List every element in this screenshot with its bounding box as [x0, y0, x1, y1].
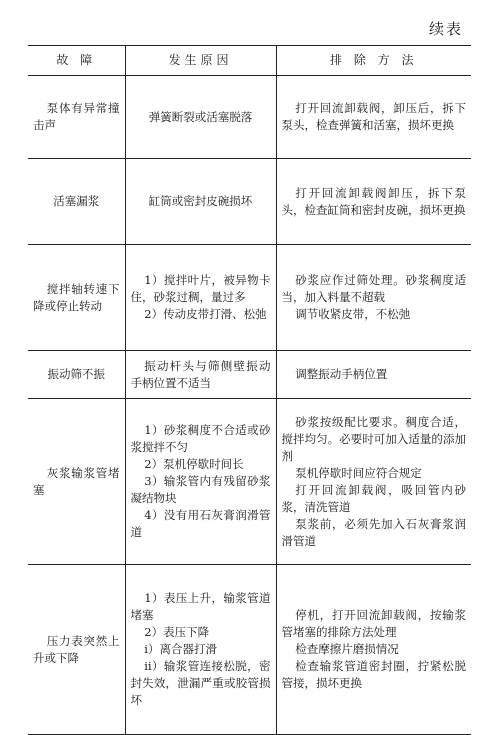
remedy-line: 检查输浆管道密封圈，拧紧松脱管接，损坏更换	[281, 659, 466, 690]
remedy-line: 停机，打开回流卸载阀，按输浆管堵塞的排除方法处理	[281, 608, 466, 639]
table-row	[28, 159, 471, 245]
remedy-line: 打开回流卸载阀，卸压后，拆下泵头，检查弹簧和活塞，损坏更换	[281, 101, 466, 132]
cause-line: 缸筒或密封皮碗损坏	[148, 194, 253, 208]
cause-line: 4）没有用石灰膏润滑管道	[130, 508, 271, 539]
cause-line: 弹簧断裂或活塞脱落	[148, 109, 253, 124]
fault-cell: 振动筛不振	[28, 351, 125, 399]
cause-line: 1）砂浆稠度不合适或砂浆搅拌不匀	[130, 423, 271, 454]
fault-cell: 搅拌轴转速下降或停止转动	[28, 245, 125, 351]
cause-line: 3）输浆管内有残留砂浆凝结物块	[130, 474, 271, 505]
cause-line: 2）传动皮带打滑、松弛	[144, 307, 267, 321]
cause-cell	[125, 399, 276, 565]
remedy-cell	[276, 159, 471, 245]
cause-line: ⅱ）输浆管连接松脱，密封失效，泄漏严重或胶管损坏	[130, 659, 271, 707]
header-remedy: 排 除 方 法	[276, 46, 471, 76]
remedy-cell	[276, 351, 471, 399]
cause-line: 2）表压下降	[144, 625, 210, 639]
fault-cell: 活塞漏浆	[28, 159, 125, 245]
remedy-cell	[276, 76, 471, 159]
header-fault: 故 障	[28, 46, 125, 76]
remedy-line: 泵机停歇时间应符合规定	[295, 465, 422, 480]
remedy-line: 打开回流卸载阀，吸回管内砂浆，清洗管道	[281, 482, 466, 514]
remedy-line: 砂浆按级配比要求。稠度合适，搅拌均匀。必要时可加入适量的添加剂	[281, 414, 466, 463]
remedy-cell	[276, 399, 471, 565]
remedy-cell	[276, 565, 471, 735]
fault-cell: 泵体有异常撞击声	[28, 76, 125, 159]
remedy-cell	[276, 245, 471, 351]
cause-cell	[125, 245, 276, 351]
cause-line: 振动杆头与筛侧壁振动手柄位置不适当	[130, 358, 271, 390]
table-row	[28, 351, 471, 399]
cause-cell	[125, 565, 276, 735]
cause-cell	[125, 76, 276, 159]
table-row	[28, 245, 471, 351]
table-row	[28, 565, 471, 735]
table-row	[28, 399, 471, 565]
remedy-line: 砂浆应作过筛处理。砂浆稠度适当，加入料量不超载	[281, 273, 466, 304]
cause-line: 2）泵机停歇时间长	[144, 457, 244, 471]
cause-cell	[125, 159, 276, 245]
cause-line: 1）表压上升，输浆管道堵塞	[130, 591, 271, 622]
cause-line: ⅰ）离合器打滑	[144, 642, 217, 656]
troubleshooting-table	[28, 45, 471, 735]
cause-cell	[125, 351, 276, 399]
continued-label: 续表	[428, 20, 463, 38]
remedy-line: 打开回流卸载阀卸压，拆下泵头，检查缸筒和密封皮碗，损坏更换	[281, 185, 466, 217]
table-row	[28, 76, 471, 159]
remedy-line: 泵浆前，必须先加入石灰膏浆润滑管道	[281, 516, 466, 548]
cause-line: 1）搅拌叶片，被异物卡住，砂浆过稠，量过多	[130, 273, 271, 304]
header-row	[28, 46, 471, 76]
fault-cell: 压力表突然上升或下降	[28, 565, 125, 735]
fault-cell: 灰浆输浆管堵塞	[28, 399, 125, 565]
remedy-line: 调整振动手柄位置	[295, 367, 388, 381]
remedy-line: 检查摩擦片磨损情况	[295, 642, 399, 656]
remedy-line: 调节收紧皮带，不松弛	[295, 307, 411, 321]
header-cause: 发生原因	[125, 46, 276, 76]
